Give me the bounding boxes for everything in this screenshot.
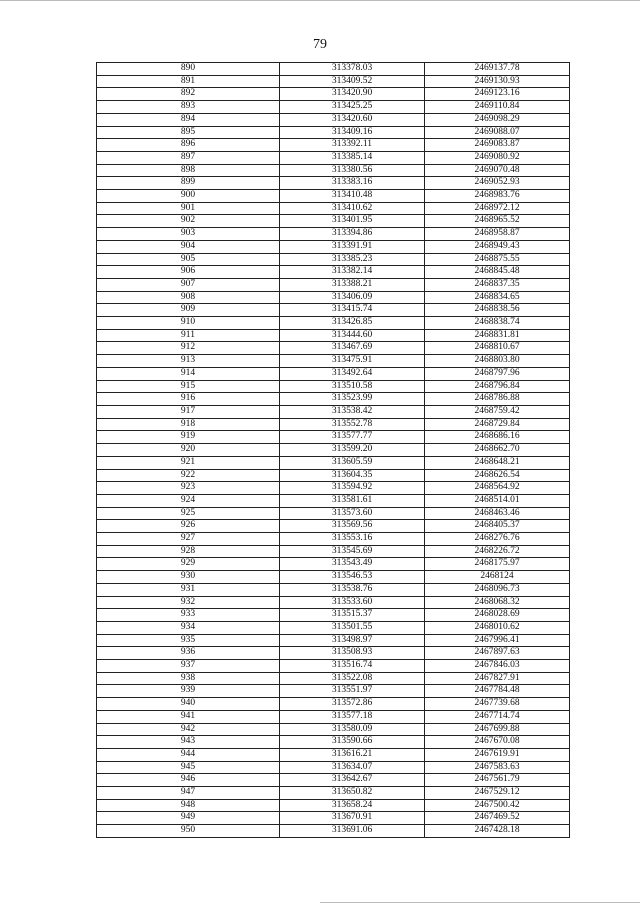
point-number-cell: 927 (97, 533, 280, 546)
table-row (97, 202, 570, 215)
table-row (97, 710, 570, 723)
x-coordinate-cell: 313378.03 (280, 63, 425, 76)
x-coordinate-cell: 313552.78 (280, 418, 425, 431)
x-coordinate-cell: 313475.91 (280, 355, 425, 368)
x-coordinate-cell: 313523.99 (280, 393, 425, 406)
y-coordinate-cell: 2468838.56 (425, 304, 570, 317)
point-number-cell: 931 (97, 583, 280, 596)
table-row (97, 177, 570, 190)
table-row (97, 342, 570, 355)
point-number-cell: 903 (97, 228, 280, 241)
table-row (97, 533, 570, 546)
x-coordinate-cell: 313515.37 (280, 609, 425, 622)
x-coordinate-cell: 313551.97 (280, 685, 425, 698)
y-coordinate-cell: 2467714.74 (425, 710, 570, 723)
y-coordinate-cell: 2468838.74 (425, 317, 570, 330)
y-coordinate-cell: 2468175.97 (425, 558, 570, 571)
table-row (97, 88, 570, 101)
table-row (97, 748, 570, 761)
point-number-cell: 914 (97, 367, 280, 380)
x-coordinate-cell: 313543.49 (280, 558, 425, 571)
y-coordinate-cell: 2469130.93 (425, 75, 570, 88)
y-coordinate-cell: 2468958.87 (425, 228, 570, 241)
table-row (97, 190, 570, 203)
x-coordinate-cell: 313391.91 (280, 240, 425, 253)
point-number-cell: 890 (97, 63, 280, 76)
x-coordinate-cell: 313658.24 (280, 799, 425, 812)
y-coordinate-cell: 2468514.01 (425, 494, 570, 507)
y-coordinate-cell: 2467469.52 (425, 812, 570, 825)
y-coordinate-cell: 2468564.92 (425, 482, 570, 495)
point-number-cell: 900 (97, 190, 280, 203)
top-edge-line (0, 0, 640, 1)
x-coordinate-cell: 313501.55 (280, 621, 425, 634)
point-number-cell: 922 (97, 469, 280, 482)
x-coordinate-cell: 313650.82 (280, 787, 425, 800)
table-row (97, 761, 570, 774)
x-coordinate-cell: 313410.62 (280, 202, 425, 215)
table-row (97, 596, 570, 609)
table-row (97, 393, 570, 406)
table-row (97, 291, 570, 304)
y-coordinate-cell: 2468983.76 (425, 190, 570, 203)
y-coordinate-cell: 2468810.67 (425, 342, 570, 355)
y-coordinate-cell: 2468786.88 (425, 393, 570, 406)
x-coordinate-cell: 313577.18 (280, 710, 425, 723)
y-coordinate-cell: 2469080.92 (425, 151, 570, 164)
y-coordinate-cell: 2468010.62 (425, 621, 570, 634)
x-coordinate-cell: 313394.86 (280, 228, 425, 241)
point-number-cell: 915 (97, 380, 280, 393)
y-coordinate-cell: 2468949.43 (425, 240, 570, 253)
x-coordinate-cell: 313392.11 (280, 139, 425, 152)
y-coordinate-cell: 2468276.76 (425, 533, 570, 546)
point-number-cell: 893 (97, 101, 280, 114)
x-coordinate-cell: 313573.60 (280, 507, 425, 520)
x-coordinate-cell: 313415.74 (280, 304, 425, 317)
point-number-cell: 918 (97, 418, 280, 431)
point-number-cell: 907 (97, 278, 280, 291)
table-row (97, 621, 570, 634)
table-row (97, 164, 570, 177)
table-row (97, 113, 570, 126)
table-row (97, 545, 570, 558)
table-row (97, 139, 570, 152)
table-row (97, 774, 570, 787)
x-coordinate-cell: 313538.76 (280, 583, 425, 596)
table-row (97, 253, 570, 266)
table-row (97, 787, 570, 800)
table-row (97, 634, 570, 647)
table-row (97, 672, 570, 685)
table-row (97, 799, 570, 812)
y-coordinate-cell: 2468686.16 (425, 431, 570, 444)
table-row (97, 520, 570, 533)
y-coordinate-cell: 2467699.88 (425, 723, 570, 736)
point-number-cell: 939 (97, 685, 280, 698)
table-row (97, 151, 570, 164)
point-number-cell: 928 (97, 545, 280, 558)
point-number-cell: 912 (97, 342, 280, 355)
table-row (97, 431, 570, 444)
point-number-cell: 913 (97, 355, 280, 368)
y-coordinate-cell: 2468096.73 (425, 583, 570, 596)
point-number-cell: 894 (97, 113, 280, 126)
x-coordinate-cell: 313409.16 (280, 126, 425, 139)
x-coordinate-cell: 313605.59 (280, 456, 425, 469)
point-number-cell: 896 (97, 139, 280, 152)
table-row (97, 723, 570, 736)
x-coordinate-cell: 313580.09 (280, 723, 425, 736)
y-coordinate-cell: 2468405.37 (425, 520, 570, 533)
point-number-cell: 906 (97, 266, 280, 279)
x-coordinate-cell: 313533.60 (280, 596, 425, 609)
y-coordinate-cell: 2468226.72 (425, 545, 570, 558)
x-coordinate-cell: 313634.07 (280, 761, 425, 774)
table-row (97, 355, 570, 368)
y-coordinate-cell: 2467583.63 (425, 761, 570, 774)
point-number-cell: 934 (97, 621, 280, 634)
table-row (97, 583, 570, 596)
table-row (97, 380, 570, 393)
table-row (97, 469, 570, 482)
x-coordinate-cell: 313545.69 (280, 545, 425, 558)
point-number-cell: 921 (97, 456, 280, 469)
y-coordinate-cell: 2469123.16 (425, 88, 570, 101)
y-coordinate-cell: 2467529.12 (425, 787, 570, 800)
table-row (97, 63, 570, 76)
x-coordinate-cell: 313538.42 (280, 405, 425, 418)
x-coordinate-cell: 313516.74 (280, 660, 425, 673)
y-coordinate-cell: 2467739.68 (425, 698, 570, 711)
point-number-cell: 909 (97, 304, 280, 317)
x-coordinate-cell: 313508.93 (280, 647, 425, 660)
y-coordinate-cell: 2469088.07 (425, 126, 570, 139)
point-number-cell: 933 (97, 609, 280, 622)
table-row (97, 698, 570, 711)
point-number-cell: 947 (97, 787, 280, 800)
y-coordinate-cell: 2468845.48 (425, 266, 570, 279)
y-coordinate-cell: 2468124 (425, 571, 570, 584)
x-coordinate-cell: 313510.58 (280, 380, 425, 393)
point-number-cell: 908 (97, 291, 280, 304)
x-coordinate-cell: 313553.16 (280, 533, 425, 546)
point-number-cell: 936 (97, 647, 280, 660)
point-number-cell: 943 (97, 736, 280, 749)
point-number-cell: 911 (97, 329, 280, 342)
x-coordinate-cell: 313467.69 (280, 342, 425, 355)
x-coordinate-cell: 313590.66 (280, 736, 425, 749)
point-number-cell: 948 (97, 799, 280, 812)
x-coordinate-cell: 313383.16 (280, 177, 425, 190)
y-coordinate-cell: 2468626.54 (425, 469, 570, 482)
table-row (97, 101, 570, 114)
x-coordinate-cell: 313577.77 (280, 431, 425, 444)
table-row (97, 507, 570, 520)
point-number-cell: 950 (97, 825, 280, 838)
x-coordinate-cell: 313492.64 (280, 367, 425, 380)
y-coordinate-cell: 2467428.18 (425, 825, 570, 838)
y-coordinate-cell: 2468648.21 (425, 456, 570, 469)
y-coordinate-cell: 2467561.79 (425, 774, 570, 787)
y-coordinate-cell: 2468972.12 (425, 202, 570, 215)
x-coordinate-cell: 313599.20 (280, 444, 425, 457)
x-coordinate-cell: 313420.60 (280, 113, 425, 126)
point-number-cell: 905 (97, 253, 280, 266)
page-number: 79 (313, 37, 327, 52)
x-coordinate-cell: 313572.86 (280, 698, 425, 711)
table-row (97, 609, 570, 622)
x-coordinate-cell: 313382.14 (280, 266, 425, 279)
table-row (97, 317, 570, 330)
x-coordinate-cell: 313581.61 (280, 494, 425, 507)
y-coordinate-cell: 2467619.91 (425, 748, 570, 761)
point-number-cell: 937 (97, 660, 280, 673)
point-number-cell: 935 (97, 634, 280, 647)
point-number-cell: 919 (97, 431, 280, 444)
x-coordinate-cell: 313401.95 (280, 215, 425, 228)
x-coordinate-cell: 313604.35 (280, 469, 425, 482)
point-number-cell: 925 (97, 507, 280, 520)
x-coordinate-cell: 313569.56 (280, 520, 425, 533)
y-coordinate-cell: 2469110.84 (425, 101, 570, 114)
point-number-cell: 892 (97, 88, 280, 101)
table-row (97, 571, 570, 584)
y-coordinate-cell: 2468837.35 (425, 278, 570, 291)
coordinate-table-body (97, 63, 570, 838)
x-coordinate-cell: 313616.21 (280, 748, 425, 761)
point-number-cell: 923 (97, 482, 280, 495)
x-coordinate-cell: 313522.08 (280, 672, 425, 685)
y-coordinate-cell: 2468797.96 (425, 367, 570, 380)
point-number-cell: 897 (97, 151, 280, 164)
point-number-cell: 901 (97, 202, 280, 215)
point-number-cell: 949 (97, 812, 280, 825)
y-coordinate-cell: 2467500.42 (425, 799, 570, 812)
table-row (97, 660, 570, 673)
y-coordinate-cell: 2468834.65 (425, 291, 570, 304)
y-coordinate-cell: 2469070.48 (425, 164, 570, 177)
table-row (97, 482, 570, 495)
table-row (97, 456, 570, 469)
table-row (97, 812, 570, 825)
point-number-cell: 917 (97, 405, 280, 418)
y-coordinate-cell: 2468831.81 (425, 329, 570, 342)
point-number-cell: 904 (97, 240, 280, 253)
x-coordinate-cell: 313420.90 (280, 88, 425, 101)
point-number-cell: 938 (97, 672, 280, 685)
y-coordinate-cell: 2469137.78 (425, 63, 570, 76)
point-number-cell: 891 (97, 75, 280, 88)
point-number-cell: 940 (97, 698, 280, 711)
point-number-cell: 929 (97, 558, 280, 571)
y-coordinate-cell: 2468729.84 (425, 418, 570, 431)
point-number-cell: 932 (97, 596, 280, 609)
table-row (97, 685, 570, 698)
y-coordinate-cell: 2468463.46 (425, 507, 570, 520)
table-row (97, 405, 570, 418)
y-coordinate-cell: 2468875.55 (425, 253, 570, 266)
x-coordinate-cell: 313426.85 (280, 317, 425, 330)
point-number-cell: 916 (97, 393, 280, 406)
point-number-cell: 944 (97, 748, 280, 761)
y-coordinate-cell: 2467827.91 (425, 672, 570, 685)
table-row (97, 494, 570, 507)
y-coordinate-cell: 2468796.84 (425, 380, 570, 393)
table-row (97, 329, 570, 342)
point-number-cell: 946 (97, 774, 280, 787)
table-row (97, 126, 570, 139)
y-coordinate-cell: 2467996.41 (425, 634, 570, 647)
table-row (97, 558, 570, 571)
x-coordinate-cell: 313406.09 (280, 291, 425, 304)
x-coordinate-cell: 313498.97 (280, 634, 425, 647)
table-row (97, 215, 570, 228)
coordinate-table (96, 62, 570, 838)
y-coordinate-cell: 2468068.32 (425, 596, 570, 609)
y-coordinate-cell: 2468662.70 (425, 444, 570, 457)
x-coordinate-cell: 313425.25 (280, 101, 425, 114)
table-row (97, 75, 570, 88)
point-number-cell: 945 (97, 761, 280, 774)
table-row (97, 367, 570, 380)
point-number-cell: 910 (97, 317, 280, 330)
table-row (97, 444, 570, 457)
table-row (97, 240, 570, 253)
bottom-edge-line (320, 902, 640, 903)
table-row (97, 647, 570, 660)
y-coordinate-cell: 2467846.03 (425, 660, 570, 673)
table-row (97, 825, 570, 838)
x-coordinate-cell: 313410.48 (280, 190, 425, 203)
point-number-cell: 942 (97, 723, 280, 736)
x-coordinate-cell: 313444.60 (280, 329, 425, 342)
point-number-cell: 920 (97, 444, 280, 457)
x-coordinate-cell: 313385.23 (280, 253, 425, 266)
table-row (97, 736, 570, 749)
x-coordinate-cell: 313409.52 (280, 75, 425, 88)
point-number-cell: 899 (97, 177, 280, 190)
x-coordinate-cell: 313388.21 (280, 278, 425, 291)
table-row (97, 228, 570, 241)
table-row (97, 304, 570, 317)
x-coordinate-cell: 313546.53 (280, 571, 425, 584)
x-coordinate-cell: 313670.91 (280, 812, 425, 825)
x-coordinate-cell: 313691.06 (280, 825, 425, 838)
x-coordinate-cell: 313594.92 (280, 482, 425, 495)
point-number-cell: 926 (97, 520, 280, 533)
point-number-cell: 924 (97, 494, 280, 507)
y-coordinate-cell: 2467670.08 (425, 736, 570, 749)
y-coordinate-cell: 2469052.93 (425, 177, 570, 190)
y-coordinate-cell: 2468759.42 (425, 405, 570, 418)
y-coordinate-cell: 2467897.63 (425, 647, 570, 660)
point-number-cell: 898 (97, 164, 280, 177)
x-coordinate-cell: 313642.67 (280, 774, 425, 787)
y-coordinate-cell: 2468028.69 (425, 609, 570, 622)
point-number-cell: 930 (97, 571, 280, 584)
y-coordinate-cell: 2468803.80 (425, 355, 570, 368)
x-coordinate-cell: 313385.14 (280, 151, 425, 164)
table-row (97, 418, 570, 431)
y-coordinate-cell: 2469098.29 (425, 113, 570, 126)
y-coordinate-cell: 2467784.48 (425, 685, 570, 698)
point-number-cell: 902 (97, 215, 280, 228)
y-coordinate-cell: 2469083.87 (425, 139, 570, 152)
point-number-cell: 941 (97, 710, 280, 723)
point-number-cell: 895 (97, 126, 280, 139)
x-coordinate-cell: 313380.56 (280, 164, 425, 177)
y-coordinate-cell: 2468965.52 (425, 215, 570, 228)
table-row (97, 278, 570, 291)
table-row (97, 266, 570, 279)
